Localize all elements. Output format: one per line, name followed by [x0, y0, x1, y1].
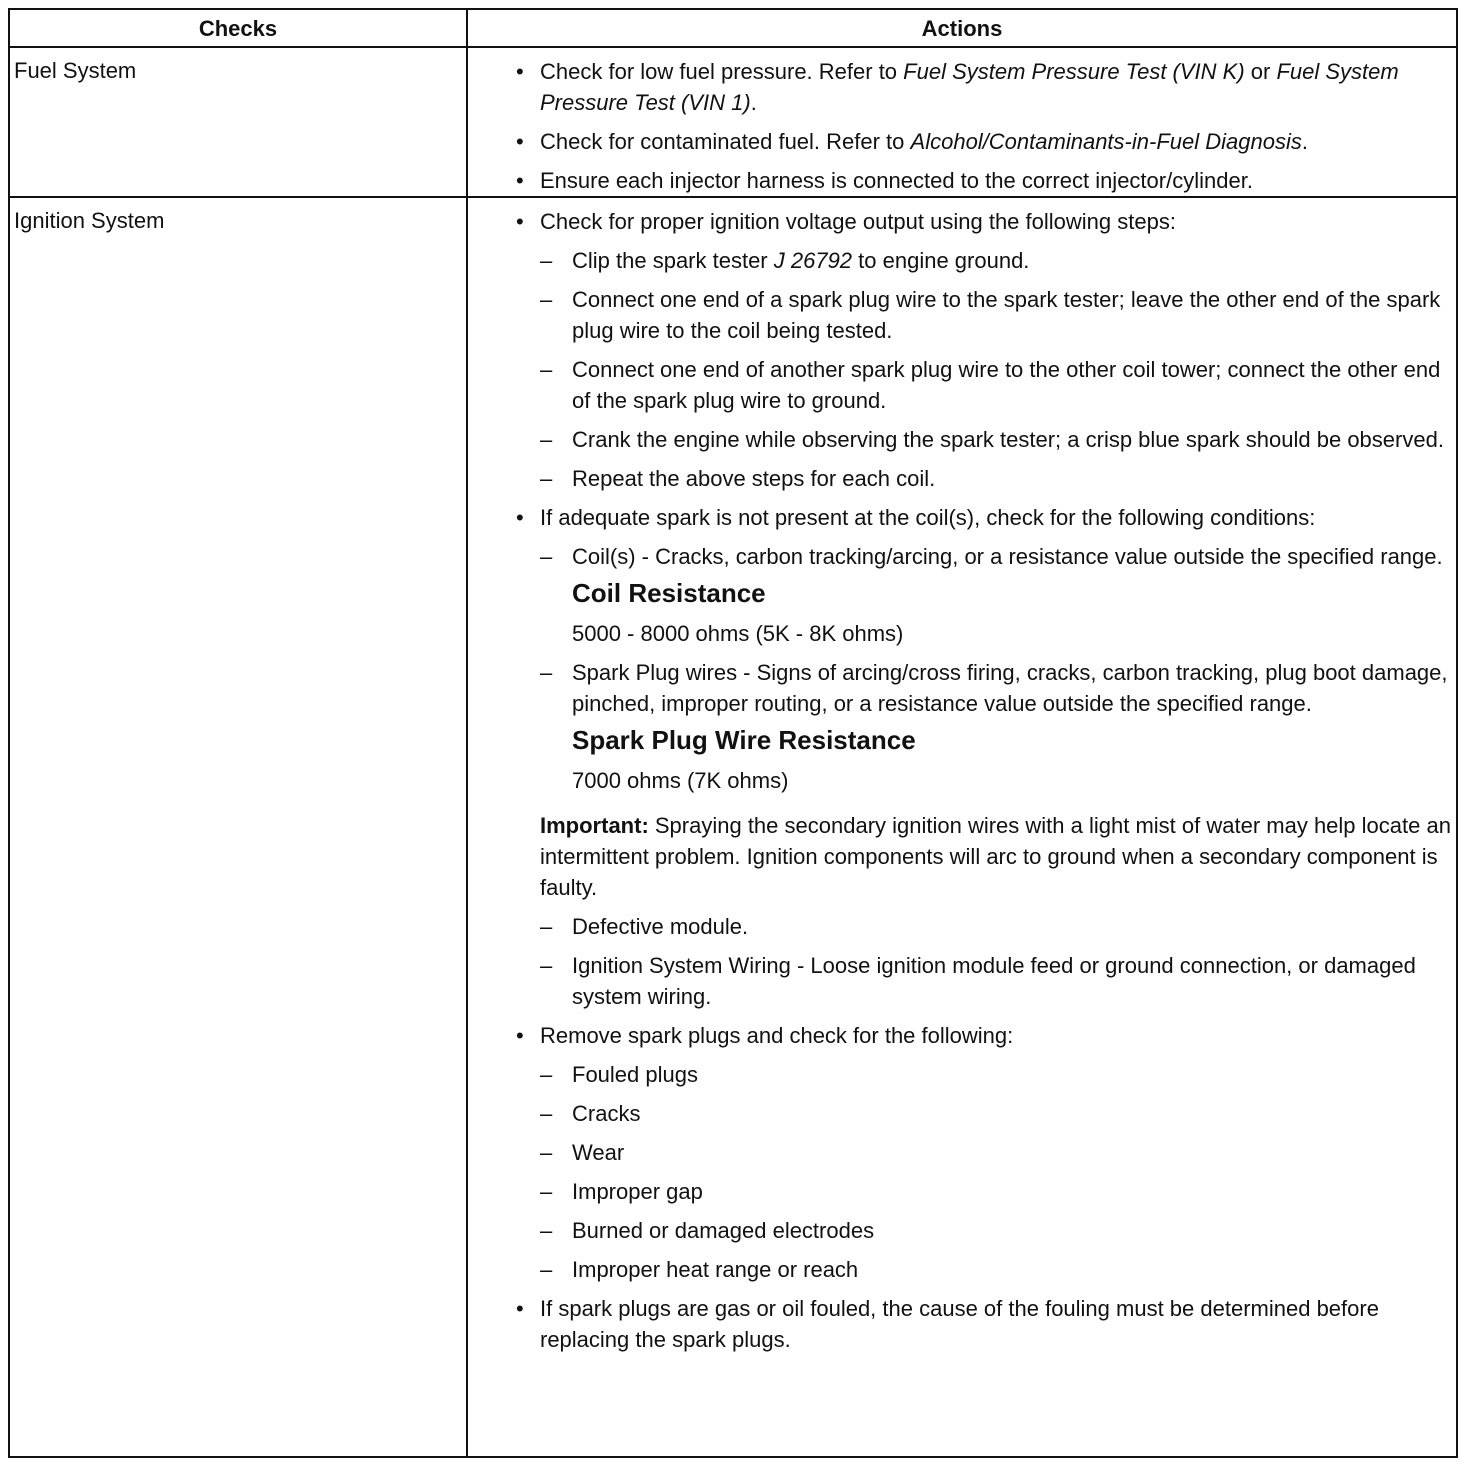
bullet-marker: • — [516, 129, 524, 154]
bullet-marker: • — [516, 168, 524, 193]
dash-marker: – — [540, 1179, 553, 1204]
wire-resistance-value: 7000 ohms (7K ohms) — [572, 768, 789, 793]
row-label-ignition-system: Ignition System — [14, 208, 165, 233]
dash-marker: – — [540, 248, 553, 273]
sub-list-item: – Connect one end of another spark plug wire to the other coil tower; connect the other end of the spark plug wire to ground. — [470, 354, 1452, 416]
dash-marker: – — [540, 1101, 553, 1126]
list-item: • Remove spark plugs and check for the following: — [470, 1020, 1452, 1051]
bullet-marker: • — [516, 209, 524, 234]
list-item: • Check for contaminated fuel. Refer to Alcohol/Contaminants-in-Fuel Diagnosis. — [470, 126, 1452, 157]
list-item: • If adequate spark is not present at the coil(s), check for the following conditions: — [470, 502, 1452, 533]
reference-link: Fuel System Pressure Test (VIN K) — [903, 59, 1245, 84]
sub-list-item: – Repeat the above steps for each coil. — [470, 463, 1452, 494]
dash-marker: – — [540, 1140, 553, 1165]
sub-list-item: – Wear — [470, 1137, 1452, 1168]
wire-resistance-title: Spark Plug Wire Resistance — [572, 725, 916, 755]
reference-link: Fuel System Pressure Test (VIN 1) — [540, 59, 1399, 115]
sub-list-item: – Ignition System Wiring - Loose ignition module feed or ground connection, or damaged system wiring. — [470, 950, 1452, 1012]
bullet-marker: • — [516, 1023, 524, 1048]
sub-list-item: – Connect one end of a spark plug wire to the spark tester; leave the other end of the spark plug wire to the coil being tested. — [470, 284, 1452, 346]
sub-list-item: – Coil(s) - Cracks, carbon tracking/arcing, or a resistance value outside the specified range. Coil Resistance 5000 - 8000 ohms (5K - 8K ohms) — [470, 541, 1452, 649]
dash-marker: – — [540, 1062, 553, 1087]
diagnosis-table — [8, 8, 1458, 1458]
coil-resistance-value: 5000 - 8000 ohms (5K - 8K ohms) — [572, 621, 904, 646]
dash-marker: – — [540, 1257, 553, 1282]
reference-link: Alcohol/Contaminants-in-Fuel Diagnosis — [910, 129, 1302, 154]
list-item: • Check for low fuel pressure. Refer to Fuel System Pressure Test (VIN K) or Fuel System Pressure Test (VIN 1). — [470, 56, 1452, 118]
sub-list-item: – Fouled plugs — [470, 1059, 1452, 1090]
tool-number: J 26792 — [773, 248, 853, 273]
bullet-marker: • — [516, 505, 524, 530]
column-divider — [466, 10, 468, 1456]
sub-list-item: – Crank the engine while observing the spark tester; a crisp blue spark should be observed. — [470, 424, 1452, 455]
dash-marker: – — [540, 953, 553, 978]
list-item: • Check for proper ignition voltage output using the following steps: — [470, 206, 1452, 237]
row-label-fuel-system: Fuel System — [14, 58, 137, 83]
dash-marker: – — [540, 466, 553, 491]
dash-marker: – — [540, 287, 553, 312]
header-checks: Checks — [198, 16, 278, 41]
sub-list-item: – Clip the spark tester J 26792 to engine ground. — [470, 245, 1452, 276]
sub-list-item: – Cracks — [470, 1098, 1452, 1129]
dash-marker: – — [540, 1218, 553, 1243]
bullet-marker: • — [516, 59, 524, 84]
dash-marker: – — [540, 427, 553, 452]
fuel-system-actions — [470, 56, 1452, 204]
ignition-system-actions — [470, 206, 1452, 1363]
list-item: • If spark plugs are gas or oil fouled, the cause of the fouling must be determined before replacing the spark plugs. — [470, 1293, 1452, 1355]
dash-marker: – — [540, 914, 553, 939]
list-item: • Ensure each injector harness is connected to the correct injector/cylinder. — [470, 165, 1452, 196]
important-note: Important: Spraying the secondary ignition wires with a light mist of water may help locate an intermittent problem. Ignition components will arc to ground when a secondary component is faulty. — [540, 813, 1451, 900]
sub-list-item: – Improper gap — [470, 1176, 1452, 1207]
sub-list-item: – Improper heat range or reach — [470, 1254, 1452, 1285]
dash-marker: – — [540, 357, 553, 382]
bullet-marker: • — [516, 1296, 524, 1321]
sub-list-item: – Defective module. — [470, 911, 1452, 942]
sub-list-item: – Burned or damaged electrodes — [470, 1215, 1452, 1246]
sub-list-item: – Spark Plug wires - Signs of arcing/cross firing, cracks, carbon tracking, plug boot damage, pinched, improper routing, or a resistance value outside the specified range. Spark Plug Wire Resistance 7000 ohms (7K ohms) — [470, 657, 1452, 796]
dash-marker: – — [540, 544, 553, 569]
important-label: Important: — [540, 813, 649, 838]
header-actions: Actions — [921, 16, 1003, 41]
dash-marker: – — [540, 660, 553, 685]
coil-resistance-title: Coil Resistance — [572, 578, 766, 608]
